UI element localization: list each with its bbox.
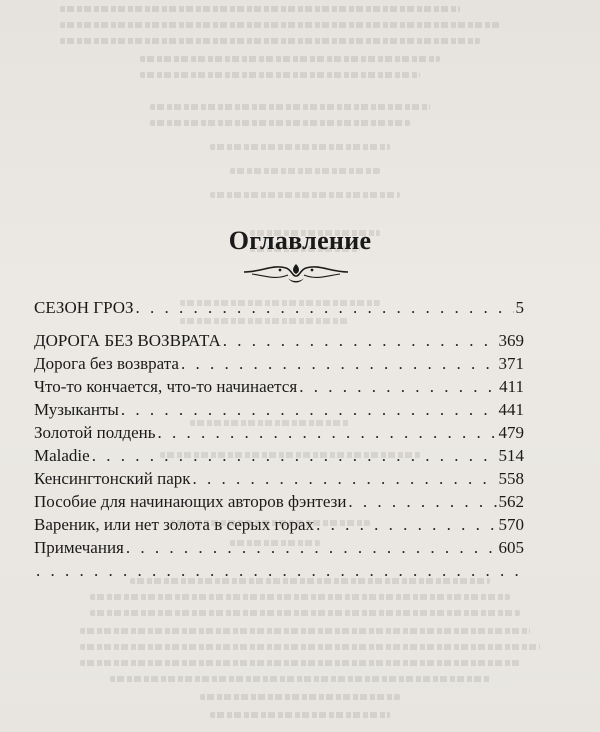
toc-heading: Оглавление bbox=[228, 226, 372, 255]
toc-entry bbox=[34, 490, 524, 513]
dot-leader bbox=[348, 490, 496, 513]
toc-entry-title: СЕЗОН ГРОЗ bbox=[34, 298, 134, 317]
dot-leader bbox=[223, 329, 497, 352]
dot-leader bbox=[126, 536, 497, 559]
ornament-divider-icon bbox=[242, 258, 350, 286]
toc-entry bbox=[34, 421, 524, 444]
toc-entry bbox=[34, 513, 524, 536]
toc-entry bbox=[34, 536, 524, 559]
toc-entry-page: 371 bbox=[498, 354, 524, 373]
toc-entry bbox=[34, 329, 524, 352]
dot-leader bbox=[36, 559, 522, 582]
toc-entry bbox=[34, 352, 524, 375]
toc-entry bbox=[34, 375, 524, 398]
toc-entry-title: Пособие для начинающих авторов фэнтези bbox=[34, 492, 347, 511]
toc-entry-title: ДОРОГА БЕЗ ВОЗВРАТА bbox=[34, 331, 221, 350]
toc-entry-title: Кенсингтонский парк bbox=[34, 469, 191, 488]
toc-entry bbox=[34, 467, 524, 490]
toc-entry-page: 369 bbox=[498, 331, 524, 350]
toc-entry-title: Что-то кончается, что-то начинается bbox=[34, 377, 298, 396]
dot-leader bbox=[121, 398, 497, 421]
toc-entry-title: Золотой полдень bbox=[34, 423, 156, 442]
toc-entry-page: 514 bbox=[498, 446, 524, 465]
dot-leader bbox=[158, 421, 497, 444]
toc-entry bbox=[34, 296, 524, 319]
dot-leader bbox=[92, 444, 497, 467]
dot-leader bbox=[136, 296, 514, 319]
toc-entry-page: 411 bbox=[499, 377, 524, 396]
toc-entry-page: 5 bbox=[515, 298, 524, 317]
toc-entry bbox=[34, 398, 524, 421]
toc-entry-page: 562 bbox=[498, 492, 524, 511]
toc-entry bbox=[34, 559, 524, 582]
dot-leader bbox=[316, 513, 496, 536]
toc-entry bbox=[34, 444, 524, 467]
dot-leader bbox=[193, 467, 497, 490]
toc-entry-page: 558 bbox=[498, 469, 524, 488]
table-of-contents bbox=[34, 296, 524, 582]
toc-entry-title: Музыканты bbox=[34, 400, 119, 419]
toc-entry-title: Дорога без возврата bbox=[34, 354, 179, 373]
toc-entry-page: 605 bbox=[498, 538, 524, 557]
toc-entry-title: Примечания bbox=[34, 538, 124, 557]
toc-entry-page: 441 bbox=[498, 400, 524, 419]
toc-entry-page: 570 bbox=[498, 515, 524, 534]
toc-entry-title: Вареник, или нет золота в серых горах bbox=[34, 515, 315, 534]
toc-entry-title: Maladie bbox=[34, 446, 90, 465]
dot-leader bbox=[299, 375, 497, 398]
dot-leader bbox=[181, 352, 497, 375]
toc-entry-page: 479 bbox=[498, 423, 524, 442]
